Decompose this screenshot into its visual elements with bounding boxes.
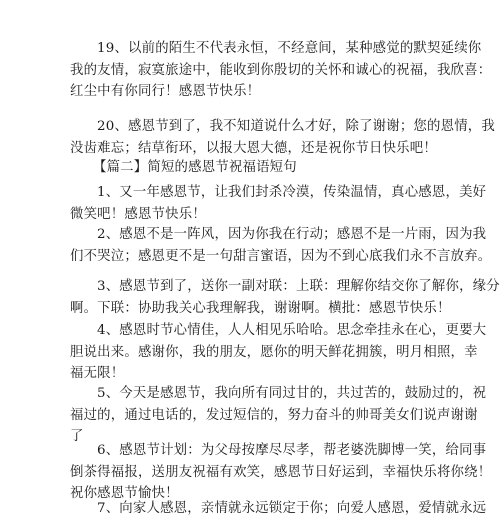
section-item-1: [70, 182, 487, 225]
text-line: 了: [70, 429, 84, 444]
section-item-3: [70, 276, 500, 319]
text-line: 倒茶得福报，送朋友祝福有欢笑，感恩节日好运到，幸福快乐将你绕！: [70, 464, 492, 480]
text-line: 3、感恩节到了，送你一副对联：上联：理解你结交你了解你，缘分: [97, 279, 500, 294]
paragraph-19: [70, 38, 492, 103]
text-line: 4、感恩时节心情佳，人人相见乐哈哈。思念牵挂永在心，更要大: [97, 323, 487, 338]
section-item-4: [70, 320, 487, 385]
text-line: 7、向家人感恩，亲情就永远锁定于你；向爱人感恩，爱情就永远: [97, 501, 487, 516]
text-line: 1、又一年感恩节，让我们封杀冷漠，传染温情，真心感恩，美好: [97, 185, 487, 200]
text-line: 6、感恩节计划：为父母按摩尽尽孝，帮老婆洗脚博一笑，给同事: [97, 443, 487, 458]
section-heading: 【篇二】简短的感恩节祝福语短句: [93, 160, 297, 175]
text-line: 20、感恩节到了，我不知道说什么才好，除了谢谢；您的恩情，我: [97, 119, 495, 134]
text-line: 红尘中有你同行！感恩节快乐！: [70, 84, 261, 99]
section-item-2: [70, 224, 492, 267]
text-line: 2、感恩不是一阵风，因为你我在行动；感恩不是一片雨，因为我: [97, 227, 487, 242]
paragraph-20: [70, 116, 495, 159]
text-line: 祝你感恩节愉快！: [70, 486, 179, 501]
section-item-5: [70, 383, 487, 448]
section-item-7: [70, 498, 487, 520]
text-line: 福过的，通过电话的，发过短信的，努力奋斗的帅哥美女们说声谢谢: [70, 407, 478, 423]
text-line: 我的友情，寂寞旅途中，能收到你殷切的关怀和诚心的祝福，我欣喜：: [70, 62, 492, 78]
text-line: 5、今天是感恩节，我向所有同过甘的，共过苦的，鼓励过的，祝: [97, 386, 487, 401]
text-line: 们不哭泣；感恩更不是一句甜言蜜语，因为不到心底我们永不言放弃。: [70, 248, 492, 264]
text-line: 没齿难忘；结草衔环，以报大恩大德，还是祝你节日快乐吧！: [70, 140, 437, 156]
section-item-6: [70, 440, 492, 505]
text-line: 19、以前的陌生不代表永恒，不经意间，某种感觉的默契延续你: [97, 41, 482, 56]
text-line: 福无限！: [70, 366, 125, 381]
text-line: 微笑吧！感恩节快乐！: [70, 206, 206, 222]
text-line: 啊。下联：协助我关心我理解我，谢谢啊。横批：感恩节快乐！: [70, 300, 451, 316]
text-line: 胆说出来。感谢你，我的朋友，愿你的明天鲜花拥簇，明月相照，幸: [70, 344, 478, 360]
